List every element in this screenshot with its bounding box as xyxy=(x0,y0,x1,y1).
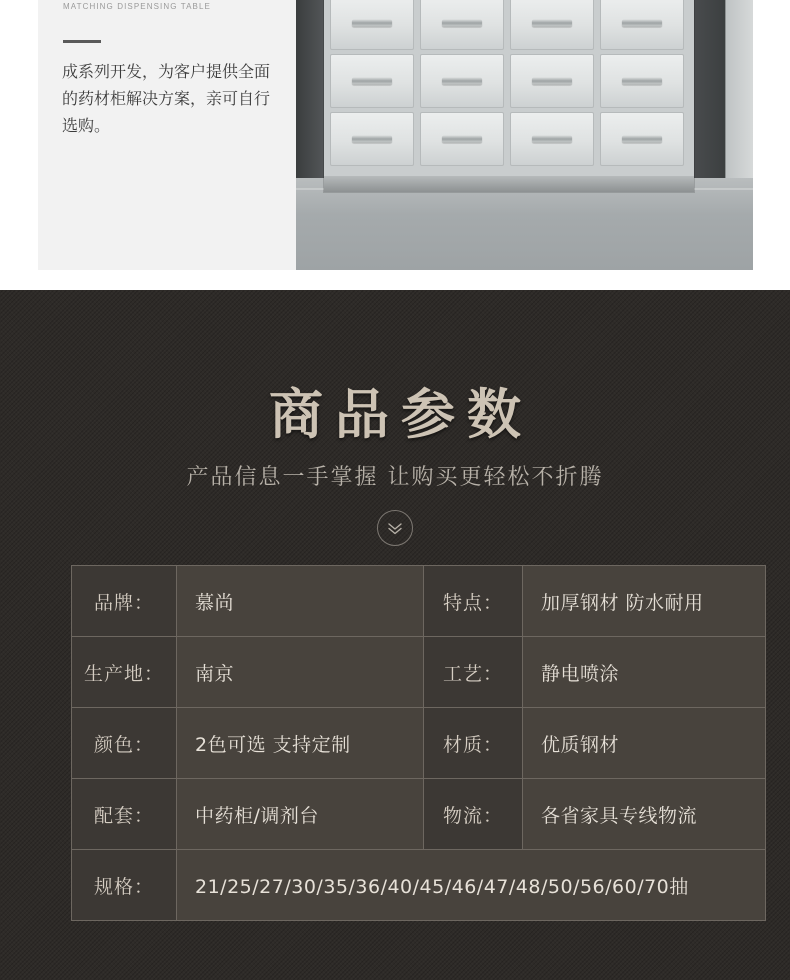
spec-value: 2色可选 支持定制 xyxy=(177,708,424,779)
photo-drawer xyxy=(330,54,414,108)
spec-table xyxy=(71,565,766,921)
spec-value: 静电喷涂 xyxy=(523,637,766,708)
photo-drawer-handle xyxy=(532,136,572,143)
spec-label: 规格： xyxy=(72,850,177,921)
spec-label: 工艺： xyxy=(424,637,523,708)
spec-value: 各省家具专线物流 xyxy=(523,779,766,850)
hero-section xyxy=(0,0,790,290)
photo-drawer-handle xyxy=(442,20,482,27)
photo-drawer xyxy=(420,112,504,166)
chevron-double-down-icon xyxy=(377,510,413,546)
photo-drawer-grid xyxy=(330,0,688,166)
spec-label: 配套： xyxy=(72,779,177,850)
spec-value: 南京 xyxy=(177,637,424,708)
spec-section xyxy=(0,290,790,980)
photo-drawer xyxy=(510,0,594,50)
photo-drawer-handle xyxy=(622,78,662,85)
table-row xyxy=(72,850,766,921)
photo-drawer xyxy=(420,0,504,50)
photo-drawer xyxy=(600,0,684,50)
spec-label: 材质： xyxy=(424,708,523,779)
intro-card xyxy=(38,0,297,270)
product-photo xyxy=(296,0,753,270)
photo-drawer xyxy=(330,0,414,50)
intro-card-eyebrow: MATCHING DISPENSING TABLE xyxy=(63,2,211,11)
table-row xyxy=(72,708,766,779)
spec-subtitle: 产品信息一手掌握 让购买更轻松不折腾 xyxy=(186,465,604,490)
photo-drawer xyxy=(420,54,504,108)
spec-value: 慕尚 xyxy=(177,566,424,637)
photo-drawer-handle xyxy=(442,136,482,143)
photo-drawer xyxy=(330,112,414,166)
photo-drawer xyxy=(510,54,594,108)
photo-wall-right xyxy=(691,0,753,190)
photo-drawer-handle xyxy=(352,78,392,85)
photo-drawer xyxy=(600,54,684,108)
photo-drawer-handle xyxy=(622,20,662,27)
photo-cabinet-base xyxy=(324,176,694,192)
table-row xyxy=(72,566,766,637)
spec-value: 中药柜/调剂台 xyxy=(177,779,424,850)
photo-drawer xyxy=(600,112,684,166)
photo-drawer-handle xyxy=(352,20,392,27)
photo-drawer-handle xyxy=(352,136,392,143)
photo-drawer-handle xyxy=(442,78,482,85)
photo-drawer-handle xyxy=(622,136,662,143)
photo-drawer-handle xyxy=(532,78,572,85)
intro-card-body: 成系列开发，为客户提供全面的药材柜解决方案，亲可自行选购。 xyxy=(62,62,271,135)
spec-label: 特点： xyxy=(424,566,523,637)
photo-cabinet xyxy=(324,0,694,192)
intro-card-divider xyxy=(63,40,101,43)
spec-label: 颜色： xyxy=(72,708,177,779)
photo-drawer-handle xyxy=(532,20,572,27)
spec-label: 物流： xyxy=(424,779,523,850)
spec-label: 品牌： xyxy=(72,566,177,637)
table-row xyxy=(72,779,766,850)
photo-wall-left xyxy=(296,0,326,190)
spec-label: 生产地： xyxy=(72,637,177,708)
spec-title: 商品参数 xyxy=(269,383,533,446)
spec-value: 优质钢材 xyxy=(523,708,766,779)
photo-drawer xyxy=(510,112,594,166)
spec-value: 加厚钢材 防水耐用 xyxy=(523,566,766,637)
table-row xyxy=(72,637,766,708)
spec-value: 21/25/27/30/35/36/40/45/46/47/48/50/56/60/70抽 xyxy=(177,850,766,921)
